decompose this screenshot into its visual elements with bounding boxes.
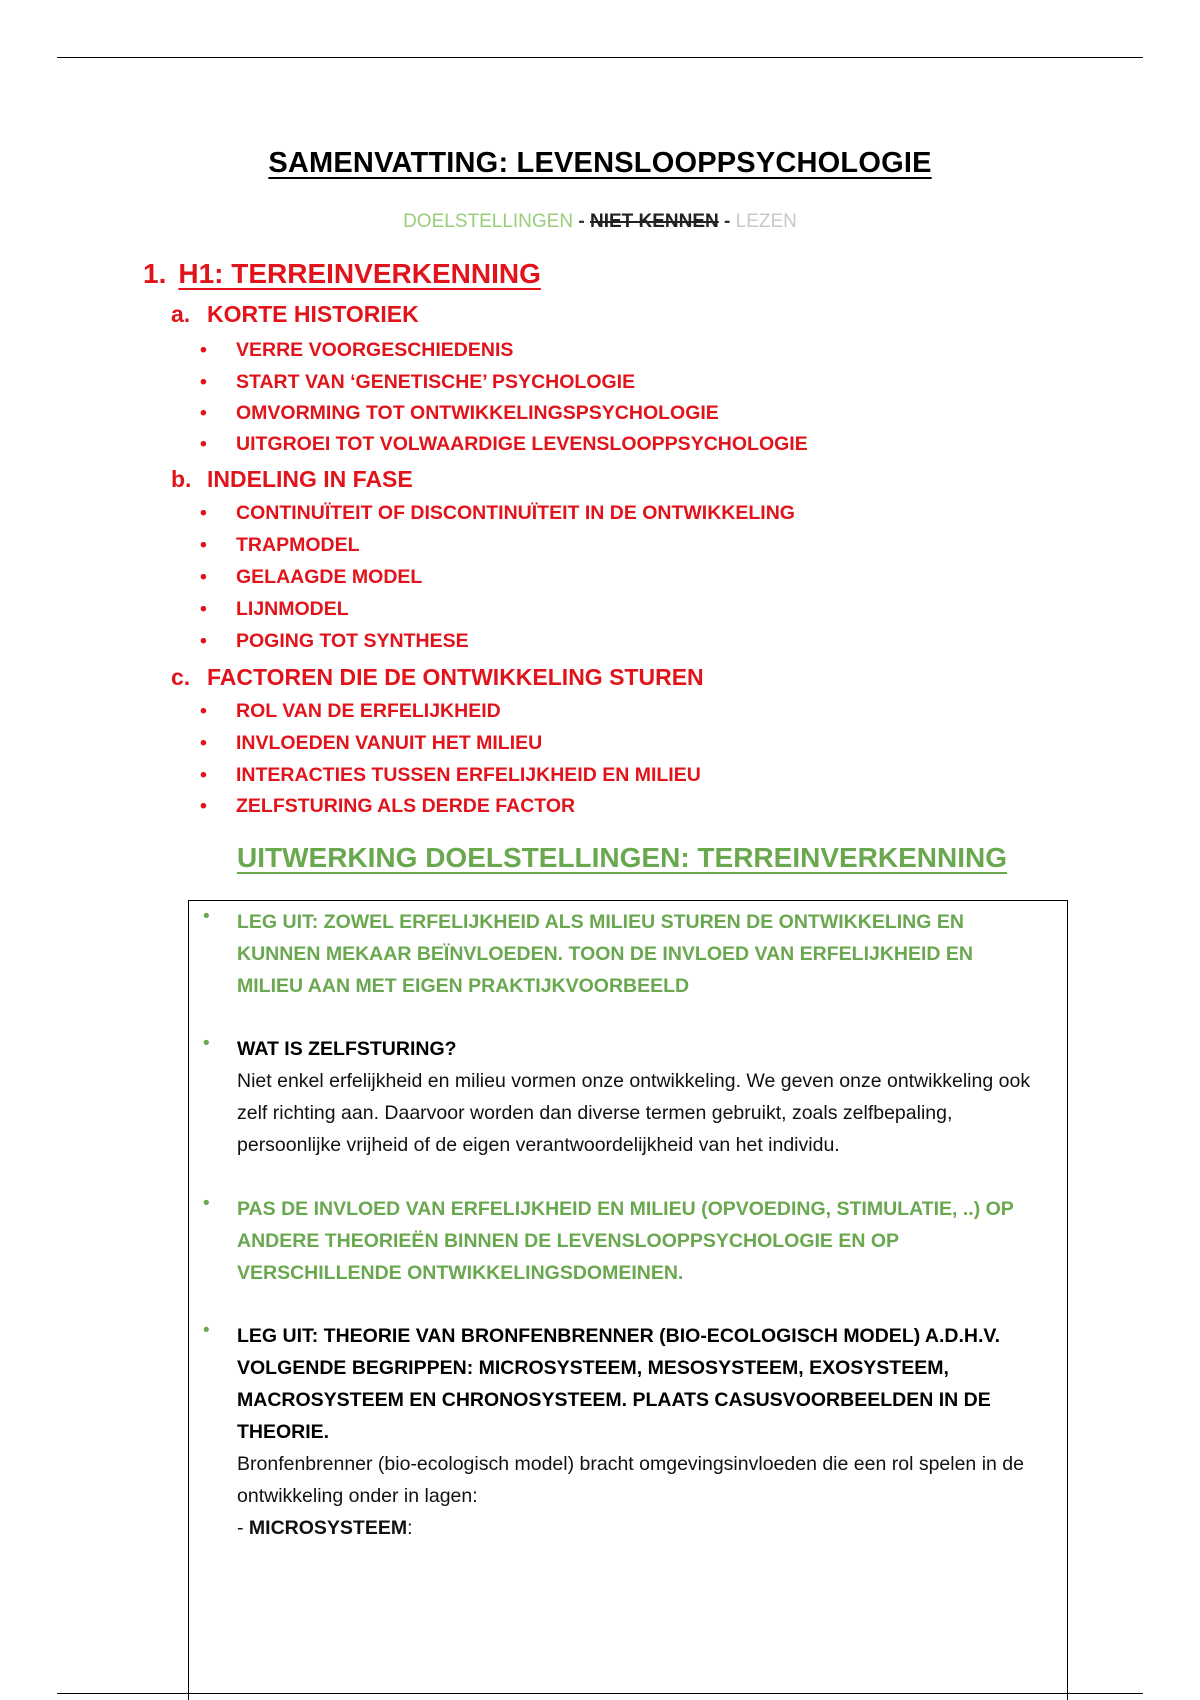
sub-item: - MICROSYSTEEM:: [237, 1517, 413, 1539]
sub-term: MICROSYSTEEM: [248, 1517, 408, 1539]
outline-item: • ROL VAN DE ERFELIJKHEID: [200, 700, 501, 722]
objectives-box: [188, 900, 1068, 1700]
objective-answer: Bronfenbrenner (bio-ecologisch model) bracht omgevingsinvloeden die een rol spelen in de ontwikkeling onder in lagen:: [237, 1453, 1024, 1507]
objective-question: WAT IS ZELFSTURING?: [237, 1038, 457, 1060]
objective-answer: Niet enkel erfelijkheid en milieu vormen onze ontwikkeling. We geven onze ontwikkeling ook zelf richting aan. Daarvoor worden dan diverse termen gebruikt, zoals zelfbepaling, persoonlijke vrijheid of de eigen verantwoordelijkheid van het individu.: [237, 1070, 1031, 1156]
section-heading: a. KORTE HISTORIEK: [171, 301, 419, 327]
top-rule: [57, 57, 1143, 58]
objective-question: LEG UIT: THEORIE VAN BRONFENBRENNER (BIO-ECOLOGISCH MODEL) A.D.H.V. VOLGENDE BEGRIPPEN: MICROSYSTEEM, MESOSYSTEEM, EXOSYSTEEM, MACROSYSTEEM EN CHRONOSYSTEEM. PLAATS CASUSVOORBEELDEN IN DE THEORIE.: [237, 1325, 1001, 1443]
outline-item: • INVLOEDEN VANUIT HET MILIEU: [200, 732, 543, 754]
outline-item: • POGING TOT SYNTHESE: [200, 630, 469, 652]
outline-item: • OMVORMING TOT ONTWIKKELINGSPSYCHOLOGIE: [200, 402, 719, 424]
outline-item: • LIJNMODEL: [200, 598, 349, 620]
outline-item: • GELAAGDE MODEL: [200, 566, 423, 588]
legend-separator: -: [573, 211, 590, 232]
legend-lezen: LEZEN: [735, 211, 797, 232]
document-title: SAMENVATTING: LEVENSLOOPPSYCHOLOGIE: [268, 147, 932, 179]
legend-niet-kennen: NIET KENNEN: [589, 211, 719, 232]
outline-item: • START VAN ‘GENETISCHE’ PSYCHOLOGIE: [200, 371, 636, 393]
bullet: •: [203, 906, 210, 927]
chapter-heading: [143, 258, 541, 290]
legend-doelstellingen: DOELSTELLINGEN: [403, 211, 574, 232]
outline-item: • ZELFSTURING ALS DERDE FACTOR: [200, 795, 576, 817]
chapter-title: H1: TERREINVERKENNING: [178, 258, 541, 289]
objective-text: PAS DE INVLOED VAN ERFELIJKHEID EN MILIEU (OPVOEDING, STIMULATIE, ..) OP ANDERE THEORIEËN BINNEN DE LEVENSLOOPPSYCHOLOGIE EN OP VERSCHILLENDE ONTWIKKELINGSDOMEINEN.: [237, 1198, 1014, 1284]
chapter-number: 1.: [143, 258, 167, 289]
outline-item: • UITGROEI TOT VOLWAARDIGE LEVENSLOOPPSYCHOLOGIE: [200, 433, 808, 455]
bottom-rule: [57, 1693, 1143, 1694]
bullet: •: [203, 1320, 210, 1341]
bullet: •: [203, 1193, 210, 1214]
bullet: •: [203, 1033, 210, 1054]
uitwerking-heading: UITWERKING DOELSTELLINGEN: TERREINVERKENNING: [237, 842, 1008, 873]
legend-separator: -: [718, 211, 736, 232]
outline-item: • INTERACTIES TUSSEN ERFELIJKHEID EN MILIEU: [200, 764, 701, 786]
outline-item: • CONTINUÏTEIT OF DISCONTINUÏTEIT IN DE ONTWIKKELING: [200, 502, 795, 524]
objective-text: LEG UIT: ZOWEL ERFELIJKHEID ALS MILIEU STUREN DE ONTWIKKELING EN KUNNEN MEKAAR BEÏNVLOEDEN. TOON DE INVLOED VAN ERFELIJKHEID EN MILIEU AAN MET EIGEN PRAKTIJKVOORBEELD: [237, 911, 974, 997]
objective-content: [237, 1033, 1037, 1161]
outline-item: • TRAPMODEL: [200, 534, 360, 556]
outline-item: • VERRE VOORGESCHIEDENIS: [200, 339, 514, 361]
color-legend: [0, 211, 1200, 233]
section-heading: c. FACTOREN DIE DE ONTWIKKELING STUREN: [171, 664, 704, 690]
section-heading: b. INDELING IN FASE: [171, 466, 413, 492]
objective-content: [237, 1320, 1037, 1544]
